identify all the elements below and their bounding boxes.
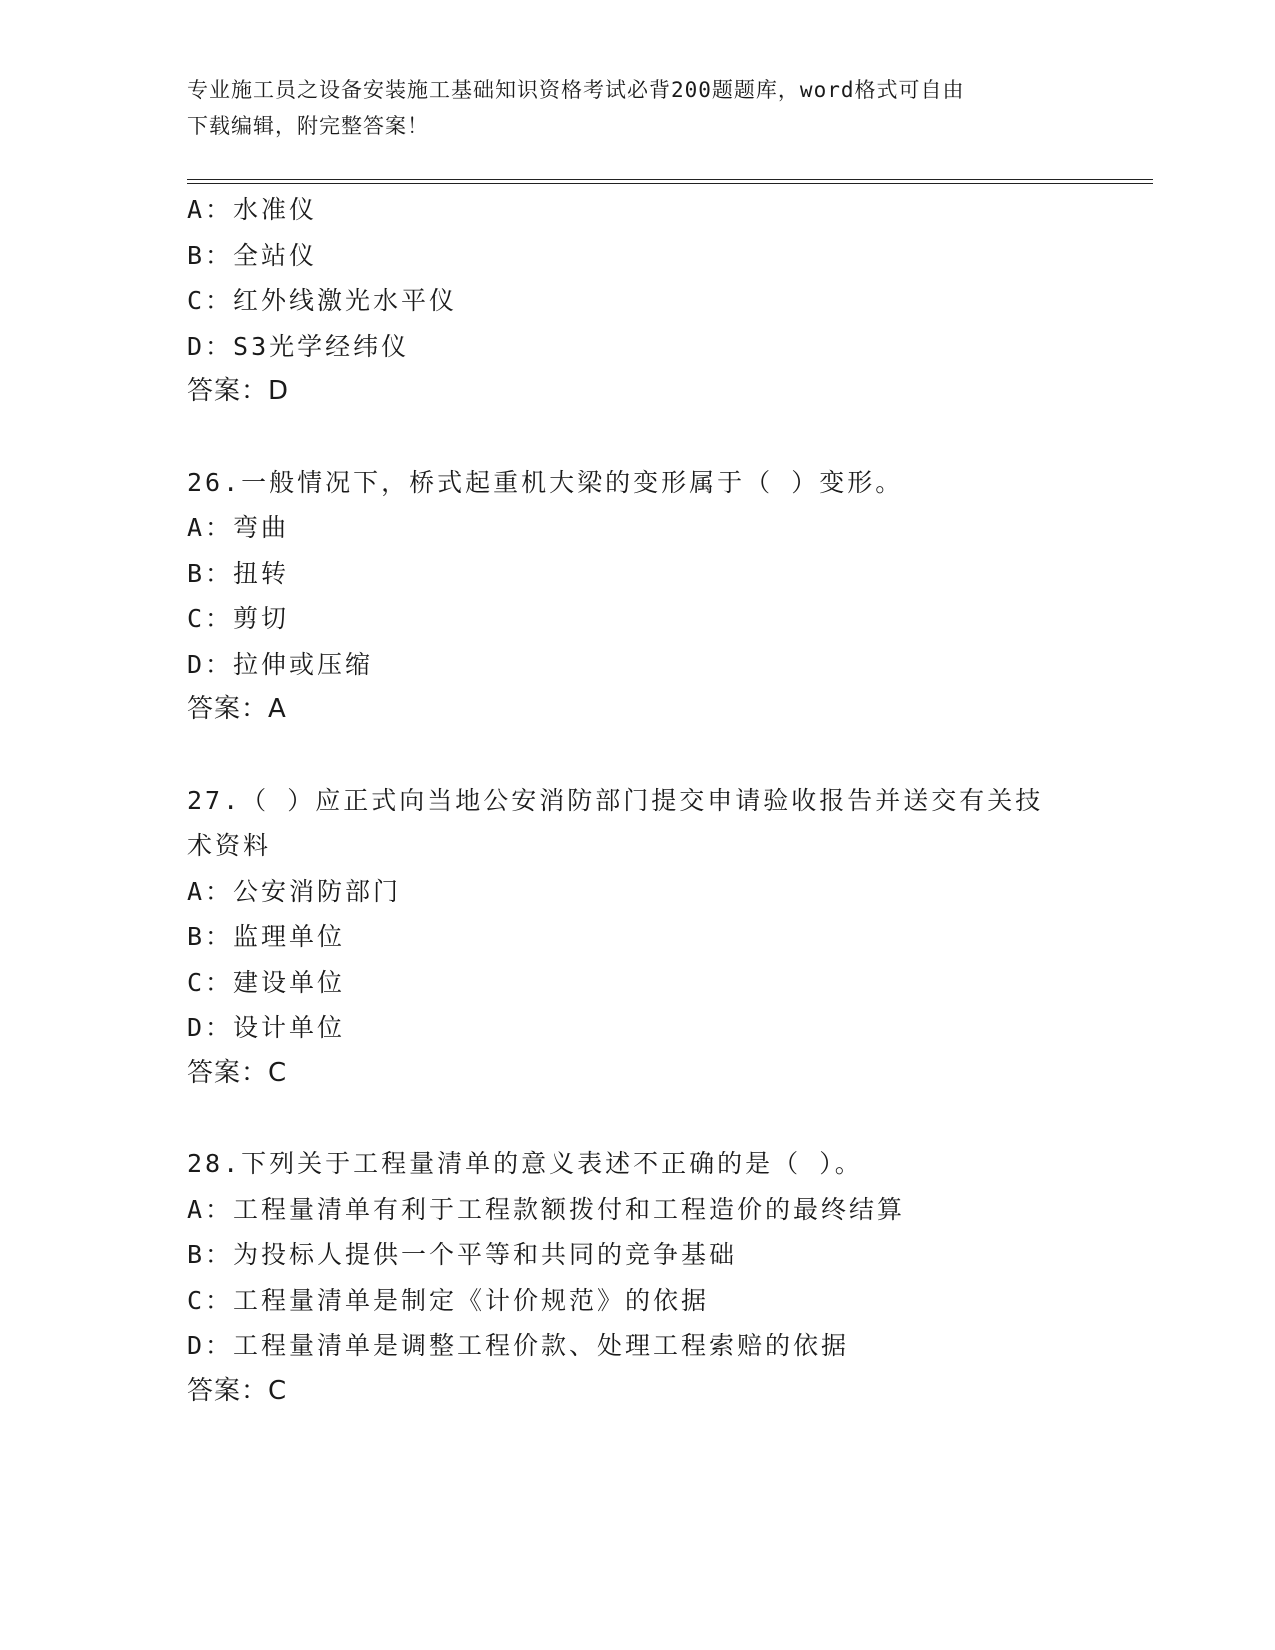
question-text: 28.下列关于工程量清单的意义表述不正确的是（ ）。 — [187, 1149, 863, 1178]
header-line-2: 下载编辑，附完整答案！ — [187, 114, 429, 138]
option-d: D：设计单位 — [187, 1013, 346, 1042]
option-b: B：扭转 — [187, 558, 290, 588]
option-c: C：红外线激光水平仪 — [187, 286, 458, 315]
question-28 — [187, 1141, 1077, 1414]
question-text-line-1: 27.（ ）应正式向当地公安消防部门提交申请验收报告并送交有关技 — [187, 785, 1044, 815]
option-a: A：水准仪 — [187, 195, 318, 224]
answer: 答案：C — [187, 1375, 288, 1406]
question-list — [187, 187, 1077, 1414]
option-b: B：监理单位 — [187, 922, 346, 951]
option-d: D：S3光学经纬仪 — [187, 331, 410, 361]
header-line-1: 专业施工员之设备安装施工基础知识资格考试必背200题题库，word格式可自由 — [187, 78, 965, 102]
answer: 答案：C — [187, 1057, 288, 1088]
option-c: C：剪切 — [187, 604, 290, 633]
option-a: A：弯曲 — [187, 513, 290, 542]
document-header — [187, 72, 1067, 144]
option-c: C：工程量清单是制定《计价规范》的依据 — [187, 1285, 710, 1315]
option-d: D：工程量清单是调整工程价款、处理工程索赔的依据 — [187, 1331, 850, 1360]
question-27 — [187, 778, 1077, 1097]
header-divider-bottom — [187, 183, 1153, 184]
answer: 答案：D — [187, 376, 290, 406]
option-b: B：全站仪 — [187, 240, 318, 270]
option-b: B：为投标人提供一个平等和共同的竞争基础 — [187, 1240, 738, 1269]
question-text: 26.一般情况下，桥式起重机大梁的变形属于（ ）变形。 — [187, 467, 904, 497]
question-25-continued — [187, 187, 1077, 415]
option-c: C：建设单位 — [187, 967, 346, 997]
question-26 — [187, 460, 1077, 733]
header-divider-top — [187, 179, 1153, 180]
question-text-line-2: 术资料 — [187, 831, 272, 860]
option-a: A：工程量清单有利于工程款额拨付和工程造价的最终结算 — [187, 1194, 906, 1224]
answer: 答案：A — [187, 694, 287, 724]
option-d: D：拉伸或压缩 — [187, 649, 374, 679]
option-a: A：公安消防部门 — [187, 876, 402, 906]
